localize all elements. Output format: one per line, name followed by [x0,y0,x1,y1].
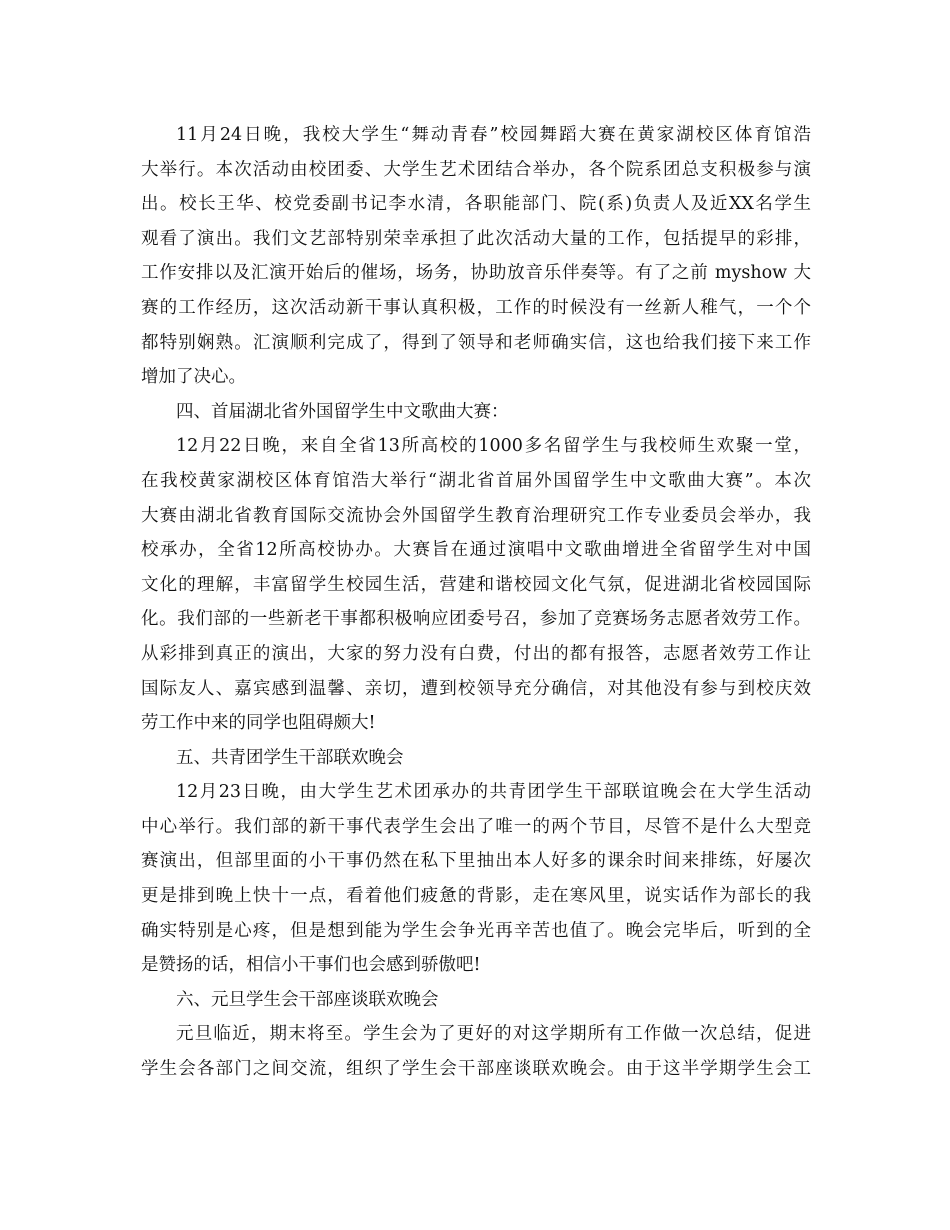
text-line: 化。我们部的一些新老干事都积极响应团委号召，参加了竞赛场务志愿者效劳工作。 [141,609,811,630]
text-line: 大举行。本次活动由校团委、大学生艺术团结合举办，各个院系团总支积极参与演 [141,159,811,180]
document-body [141,118,811,1087]
text-line: 12月23日晚，由大学生艺术团承办的共青团学生干部联谊晚会在大学生活动 [176,782,811,803]
text-line: 从彩排到真正的演出，大家的努力没有白费，付出的都有报答，志愿者效劳工作让 [141,643,811,664]
text-line: 学生会各部门之间交流，组织了学生会干部座谈联欢晚会。由于这半学期学生会工 [141,1059,811,1080]
text-line: 在我校黄家湖校区体育馆浩大举行“湖北省首届外国留学生中文歌曲大赛”。本次 [141,470,811,491]
text-line: 工作安排以及汇演开始后的催场，场务，协助放音乐伴奏等。有了之前 myshow 大 [141,263,811,284]
text-line: 中心举行。我们部的新干事代表学生会出了唯一的两个节目，尽管不是什么大型竞 [141,816,811,837]
text-line: 国际友人、嘉宾感到温馨、亲切，遭到校领导充分确信，对其他没有参与到校庆效 [141,678,811,699]
text-line: 确实特别是心疼，但是想到能为学生会争光再辛苦也值了。晚会完毕后，听到的全 [141,920,811,941]
text-line: 文化的理解，丰富留学生校园生活，营建和谐校园文化气氛，促进湖北省校园国际 [141,574,811,595]
text-line: 六、元旦学生会干部座谈联欢晚会 [176,989,439,1010]
text-line: 校承办，全省12所高校协办。大赛旨在通过演唱中文歌曲增进全省留学生对中国 [141,540,811,561]
text-line: 五、共青团学生干部联欢晚会 [176,747,404,768]
text-line: 是赞扬的话，相信小干事们也会感到骄傲吧! [141,955,481,976]
text-line: 12月22日晚，来自全省13所高校的1000多名留学生与我校师生欢聚一堂， [176,436,811,457]
text-line: 元旦临近，期末将至。学生会为了更好的对这学期所有工作做一次总结，促进 [176,1024,811,1045]
text-line: 都特别娴熟。汇演顺利完成了，得到了领导和老师确实信，这也给我们接下来工作 [141,332,811,353]
text-line: 赛演出，但部里面的小干事仍然在私下里抽出本人好多的课余时间来排练，好屡次 [141,851,811,872]
text-line: 11月24日晚，我校大学生“舞动青春”校园舞蹈大赛在黄家湖校区体育馆浩 [176,125,811,145]
text-line: 劳工作中来的同学也阻碍颇大! [141,713,376,734]
text-line: 大赛由湖北省教育国际交流协会外国留学生教育治理研究工作专业委员会举办，我 [141,505,811,526]
text-line: 四、首届湖北省外国留学生中文歌曲大赛： [176,401,509,422]
text-line: 观看了演出。我们文艺部特别荣幸承担了此次活动大量的工作，包括提早的彩排， [141,228,811,249]
text-line: 赛的工作经历，这次活动新干事认真积极，工作的时候没有一丝新人稚气，一个个 [141,297,811,318]
text-line: 更是排到晚上快十一点，看着他们疲惫的背影，走在寒风里，说实话作为部长的我 [141,886,811,907]
text-line: 出。校长王华、校党委副书记李水清，各职能部门、院(系)负责人及近XX名学生 [141,194,811,215]
text-line: 增加了决心。 [141,367,246,388]
